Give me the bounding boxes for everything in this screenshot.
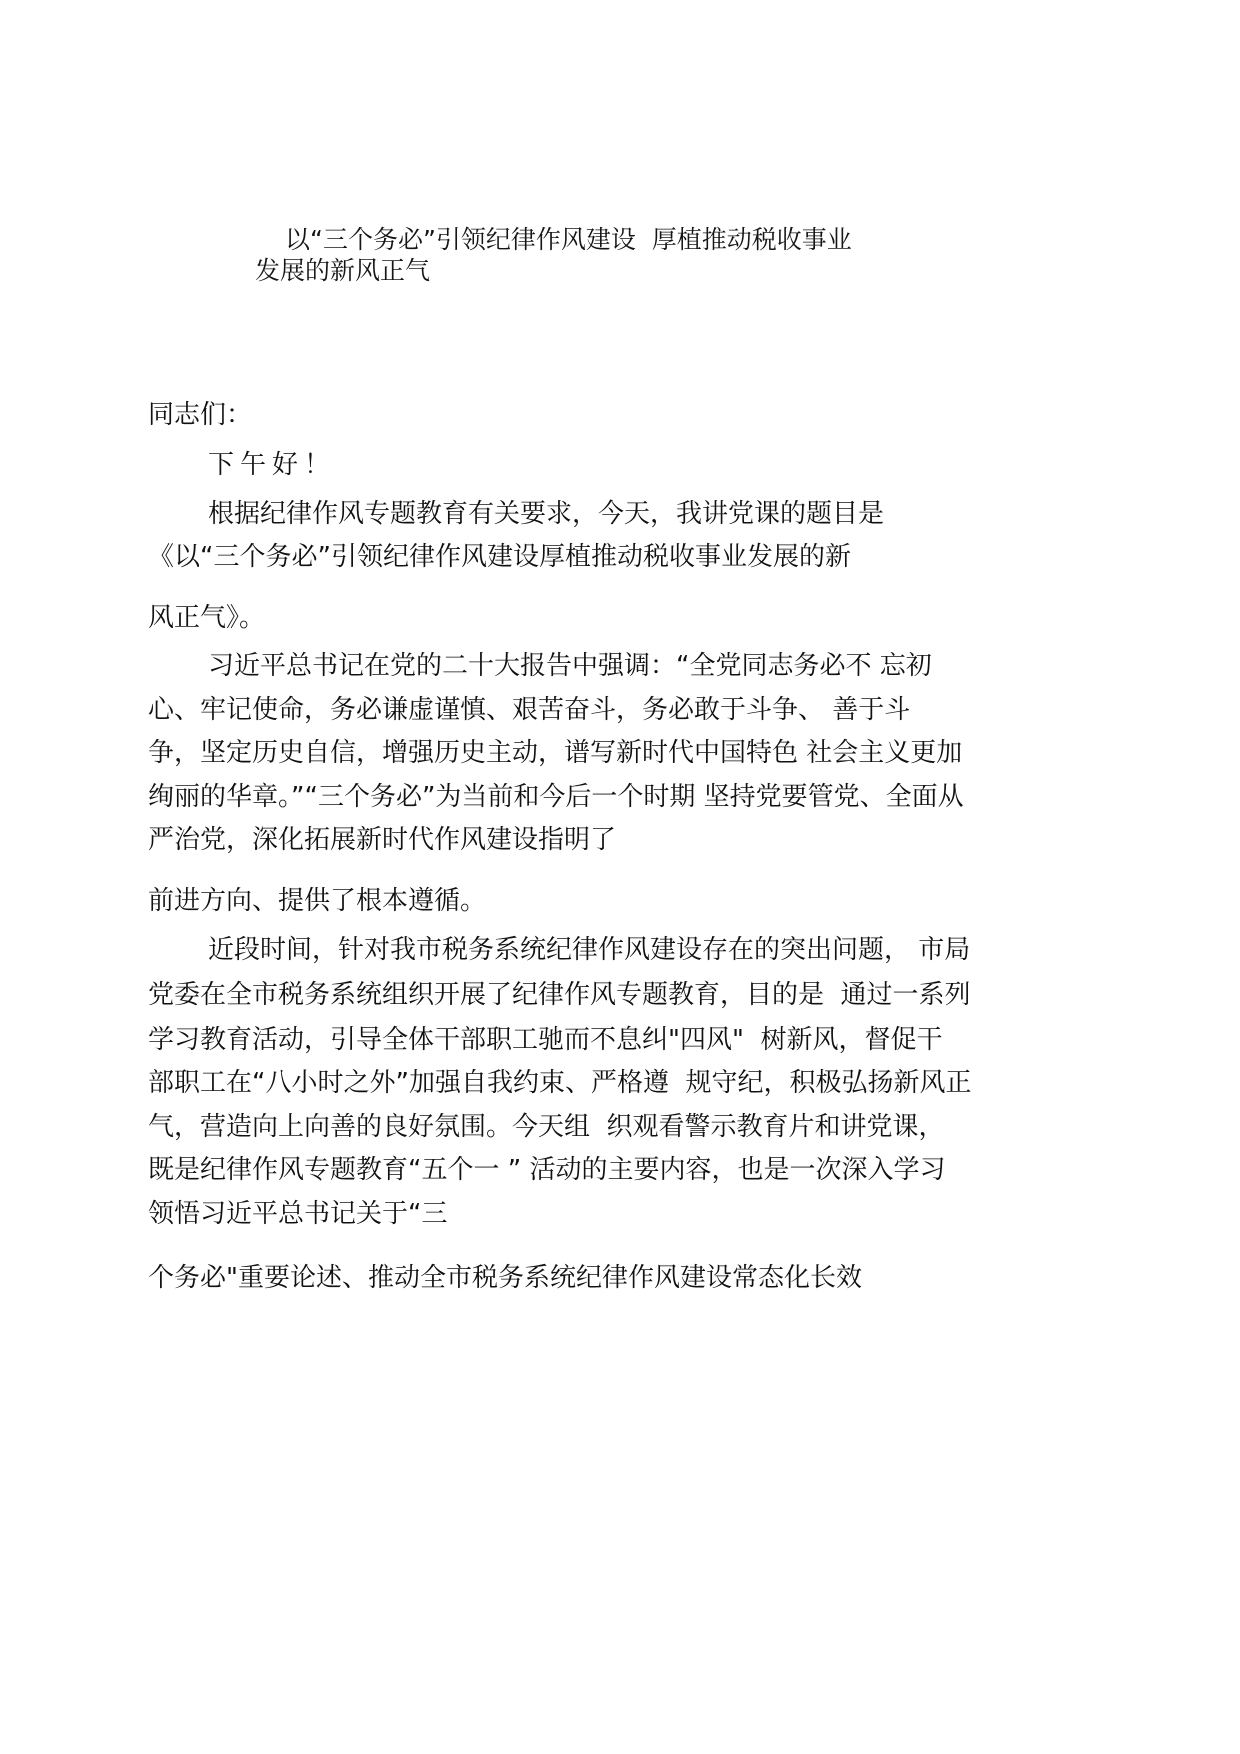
paragraph-line: 争，坚定历史自信，增强历史主动，谱写新时代中国特色 社会主义更加 <box>148 738 963 768</box>
paragraph-line: 绚丽的华章。”“三个务必”为当前和今后一个时期 坚持党要管党、全面从 <box>148 782 964 812</box>
paragraph-line: 气，营造向上向善的良好氛围。今天组 织观看警示教育片和讲党课， <box>148 1112 945 1142</box>
paragraph-line: 心、牢记使命，务必谦虚谨慎、艰苦奋斗，务必敢于斗争、 善于斗 <box>148 695 911 725</box>
document-title-line-2: 发展的新风正气 <box>255 256 431 285</box>
paragraph-line: 学习教育活动，引导全体干部职工驰而不息纠"四风" 树新风，督促干 <box>148 1025 943 1055</box>
paragraph-line: 前进方向、提供了根本遵循。 <box>148 886 487 916</box>
document-title-line-1: 以“三个务必”引领纪律作风建设 厚植推动税收事业 <box>285 225 852 254</box>
paragraph-line: 近段时间，针对我市税务系统纪律作风建设存在的突出问题， 市局 <box>208 935 971 965</box>
paragraph-line: 严治党，深化拓展新时代作风建设指明了 <box>148 825 617 855</box>
paragraph-line: 《以“三个务必”引领纪律作风建设厚植推动税收事业发展的新 <box>148 542 851 572</box>
paragraph-line: 党委在全市税务系统组织开展了纪律作风专题教育，目的是 通过一系列 <box>148 980 971 1010</box>
greeting: 下午好！ <box>208 450 337 480</box>
paragraph-line: 部职工在“八小时之外”加强自我约束、严格遵 规守纪，积极弘扬新风正 <box>148 1068 972 1098</box>
paragraph-line: 领悟习近平总书记关于“三 <box>148 1199 448 1229</box>
paragraph-line: 既是纪律作风专题教育“五个一 ” 活动的主要内容，也是一次深入学习 <box>148 1155 946 1185</box>
paragraph-line: 风正气》。 <box>148 603 266 633</box>
paragraph-line: 个务必"重要论述、推动全市税务系统纪律作风建设常态化长效 <box>148 1263 862 1293</box>
paragraph-line: 习近平总书记在党的二十大报告中强调：“全党同志务必不 忘初 <box>208 651 932 681</box>
salutation: 同志们： <box>148 400 253 430</box>
paragraph-line: 根据纪律作风专题教育有关要求，今天，我讲党课的题目是 <box>208 499 885 529</box>
